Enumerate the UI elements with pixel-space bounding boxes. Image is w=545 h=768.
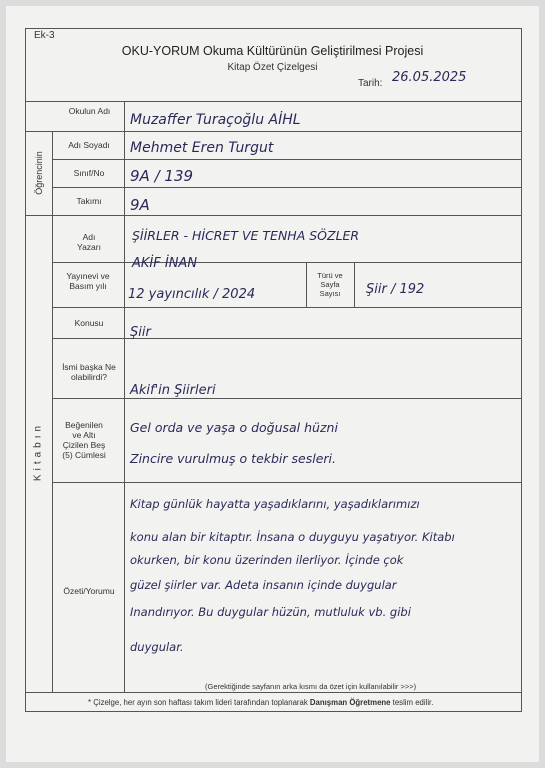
divider — [52, 262, 522, 263]
date-value: 26.05.2025 — [392, 70, 467, 85]
divider — [52, 482, 522, 483]
footer-note-bold: Danışman Öğretmene — [309, 698, 391, 707]
footer-note — [88, 698, 433, 707]
divider — [25, 215, 522, 216]
value-publisher: 12 yayıncılık / 2024 — [128, 287, 256, 302]
value-school: Muzaffer Turaçoğlu AİHL — [130, 112, 301, 128]
summary-line: Kitap günlük hayatta yaşadıklarını, yaşadıklarımızı — [130, 497, 420, 511]
value-name: Mehmet Eren Turgut — [130, 140, 274, 156]
divider — [124, 101, 125, 692]
divider — [52, 187, 522, 188]
label-alt-name: İsmi başka Ne olabilirdi? — [62, 362, 116, 382]
footer-note-post: teslim edilir. — [390, 698, 434, 707]
summary-line: Inandırıyor. Bu duygular hüzün, mutluluk vb. gibi — [130, 605, 411, 619]
summary-line: güzel şiirler var. Adeta insanın içinde duygular — [130, 578, 397, 592]
summary-line: konu alan bir kitaptır. İnsana o duyguyu yaşatıyor. Kitabı — [130, 530, 455, 544]
value-type-pages: Şiir / 192 — [366, 282, 425, 297]
divider — [25, 101, 522, 102]
label-name: Adı Soyadı — [68, 140, 110, 150]
divider — [52, 159, 522, 160]
value-author: AKİF İNAN — [132, 256, 198, 271]
value-team: 9A — [130, 196, 150, 214]
label-team: Takımı — [76, 196, 102, 206]
value-liked-1: Gel orda ve yaşa o doğusal hüzni — [130, 420, 338, 435]
value-class: 9A / 139 — [130, 167, 194, 185]
label-school: Okulun Adı — [68, 106, 111, 116]
section-student-label: Öğrencinin — [34, 151, 44, 195]
summary-line: okurken, bir konu üzerinden ilerliyor. İçinde çok — [130, 553, 404, 567]
label-type-pages: Türü ve Sayfa Sayısı — [317, 271, 343, 298]
label-book-name: Adı Yazarı — [77, 232, 101, 252]
divider — [25, 131, 522, 132]
form-title: OKU-YORUM Okuma Kültürünün Geliştirilmesi Projesi — [121, 44, 424, 58]
date-label: Tarih: — [358, 78, 383, 89]
value-alt-name: Akif'in Şiirleri — [130, 383, 216, 398]
label-topic: Konusu — [74, 318, 104, 328]
divider — [52, 131, 53, 692]
divider — [306, 262, 307, 307]
footer-note-pre: * Çizelge, her ayın son haftası takım lideri tarafından toplanarak — [88, 698, 310, 707]
label-publisher: Yayınevi ve Basım yılı — [66, 271, 110, 291]
value-book-title: ŞİİRLER - HİCRET VE TENHA SÖZLER — [132, 228, 360, 243]
back-page-note: (Gerektiğinde sayfanın arka kısmı da özet için kullanılabilir >>>) — [205, 682, 417, 691]
value-liked-2: Zincire vurulmuş o tekbir sesleri. — [130, 451, 336, 466]
summary-line: duygular. — [130, 640, 184, 654]
form-subtitle: Kitap Özet Çizelgesi — [227, 62, 318, 73]
label-summary: Özeti/Yorumu — [63, 586, 115, 596]
divider — [52, 398, 522, 399]
divider — [52, 338, 522, 339]
divider — [52, 307, 522, 308]
label-liked-sentences: Beğenilen ve Altı Çizilen Beş (5) Cümlesi — [62, 420, 106, 460]
divider — [354, 262, 355, 307]
label-class: Sınıf/No — [73, 168, 105, 178]
form-code: Ek-3 — [34, 30, 55, 41]
divider — [25, 692, 522, 693]
section-book-label: Kitabın — [32, 421, 44, 482]
value-topic: Şiir — [130, 325, 151, 340]
